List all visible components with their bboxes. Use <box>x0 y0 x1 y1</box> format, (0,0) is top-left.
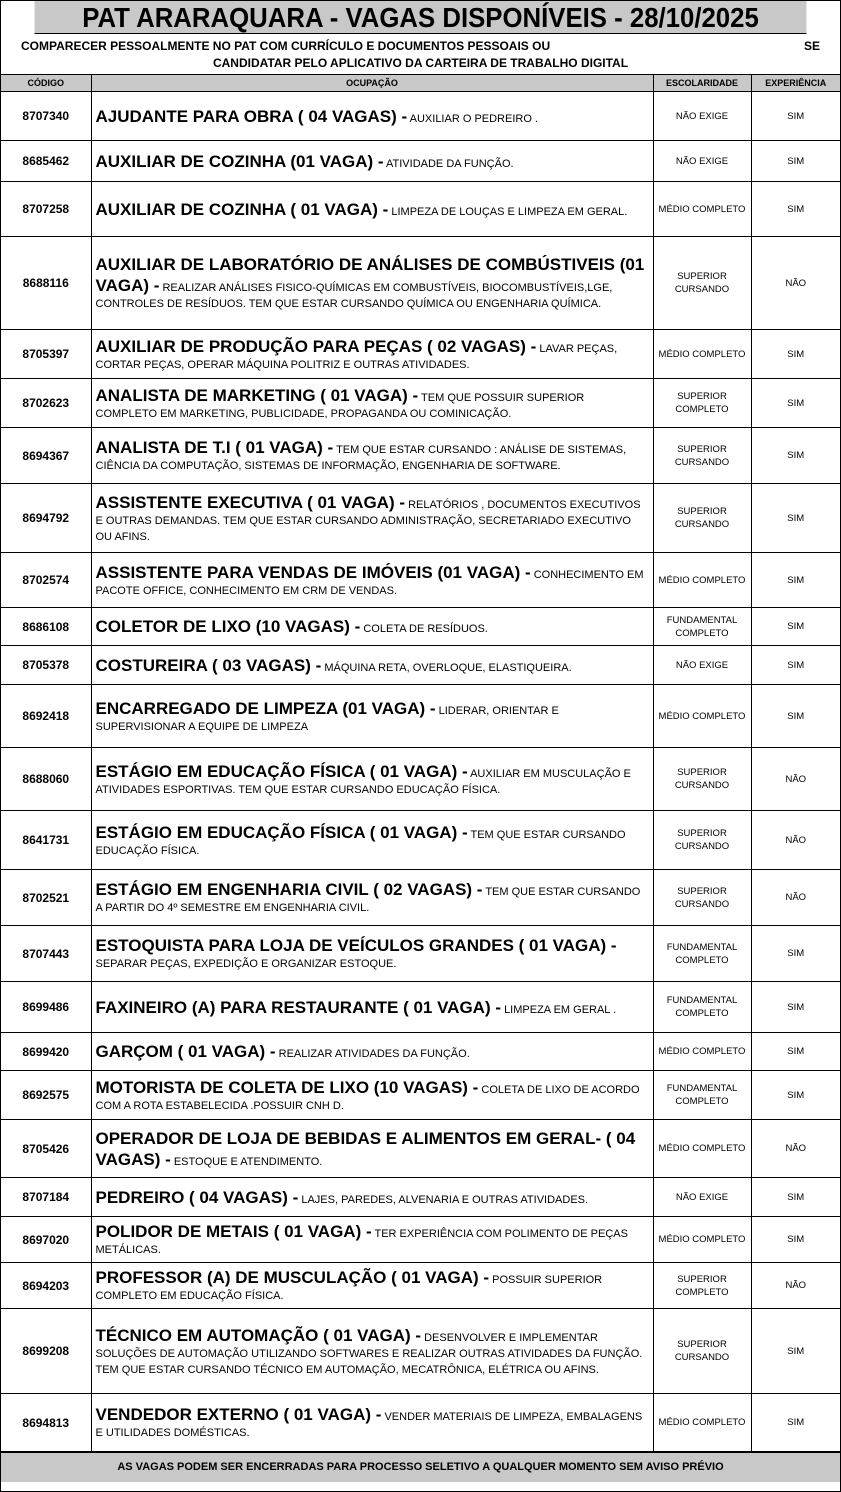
schooling: MÉDIO COMPLETO <box>653 182 751 237</box>
schooling: SUPERIOR CURSANDO <box>653 484 751 553</box>
table-row <box>1 926 840 982</box>
table-row <box>1 685 840 748</box>
table-row <box>1 553 840 608</box>
schooling: MÉDIO COMPLETO <box>653 1120 751 1178</box>
experience: SIM <box>751 1217 840 1263</box>
experience: SIM <box>751 1178 840 1217</box>
table-header-row <box>1 75 840 92</box>
job-code: 8707258 <box>1 182 91 237</box>
occupation-description: REALIZAR ATIVIDADES DA FUNÇÃO. <box>278 1048 470 1060</box>
occupation-title: COLETOR DE LIXO (10 VAGAS) - <box>95 617 361 636</box>
occupation-title: ESTÁGIO EM EDUCAÇÃO FÍSICA ( 01 VAGA) - <box>95 822 468 842</box>
experience: SIM <box>751 608 840 646</box>
occupation-cell <box>91 1309 653 1394</box>
occupation-cell <box>91 1263 653 1309</box>
experience: SIM <box>751 1394 840 1452</box>
occupation-description: AUXILIAR EM MUSCULAÇÃO E ATIVIDADES ESPORTIVAS. TEM QUE ESTAR CURSANDO EDUCAÇÃO FÍSICA. <box>95 767 631 796</box>
experience: SIM <box>751 646 840 685</box>
occupation-cell <box>91 685 653 748</box>
job-code: 8694367 <box>1 428 91 484</box>
job-code: 8686108 <box>1 608 91 646</box>
occupation-description: DESENVOLVER E IMPLEMENTAR SOLUÇÕES DE AUTOMAÇÃO UTILIZANDO SOFTWARES E REALIZAR OUTRAS ATIVIDADES DA FUNÇÃO. TEM QUE ESTAR CURSANDO TÉCNICO EM AUTOMAÇÃO, MECATRÔNICA, ELÉTRICA OU AFINS. <box>95 1331 643 1376</box>
occupation-cell <box>91 1033 653 1071</box>
occupation-title: MOTORISTA DE COLETA DE LIXO (10 VAGAS) - <box>95 1077 479 1097</box>
occupation-title: OPERADOR DE LOJA DE BEBIDAS E ALIMENTOS EM GERAL- ( 04 VAGAS) - <box>95 1128 636 1169</box>
experience: NÃO <box>751 1120 840 1178</box>
experience: SIM <box>751 1033 840 1071</box>
experience: NÃO <box>751 811 840 870</box>
job-code: 8685462 <box>1 141 91 182</box>
job-code: 8692575 <box>1 1071 91 1120</box>
footer-notice: AS VAGAS PODEM SER ENCERRADAS PARA PROCESSO SELETIVO A QUALQUER MOMENTO SEM AVISO PRÉVIO <box>1 1452 840 1482</box>
occupation-description: LAVAR PEÇAS, CORTAR PEÇAS, OPERAR MÁQUINA POLITRIZ E OUTRAS ATIVIDADES. <box>95 342 618 371</box>
occupation-cell <box>91 811 653 870</box>
instructions-se: SE <box>803 39 820 53</box>
table-row <box>1 484 840 553</box>
experience: SIM <box>751 1071 840 1120</box>
job-code: 8705397 <box>1 330 91 379</box>
occupation-description: MÁQUINA RETA, OVERLOQUE, ELASTIQUEIRA. <box>324 661 572 674</box>
occupation-title: AJUDANTE PARA OBRA ( 04 VAGAS) - <box>95 106 408 126</box>
job-code: 8707443 <box>1 926 91 982</box>
occupation-title: ASSISTENTE PARA VENDAS DE IMÓVEIS (01 VAGA) - <box>95 562 531 582</box>
table-row <box>1 1217 840 1263</box>
experience: SIM <box>751 553 840 608</box>
job-code: 8702521 <box>1 870 91 926</box>
schooling: NÃO EXIGE <box>653 646 751 685</box>
experience: SIM <box>751 428 840 484</box>
occupation-cell <box>91 92 653 141</box>
job-code: 8692418 <box>1 685 91 748</box>
occupation-title: POLIDOR DE METAIS ( 01 VAGA) - <box>95 1222 372 1241</box>
experience: NÃO <box>751 237 840 330</box>
experience: SIM <box>751 926 840 982</box>
schooling: FUNDAMENTAL COMPLETO <box>653 608 751 646</box>
page-title: PAT ARARAQUARA - VAGAS DISPONÍVEIS - 28/10/2025 <box>35 1 807 34</box>
schooling: SUPERIOR CURSANDO <box>653 811 751 870</box>
occupation-cell <box>91 428 653 484</box>
job-code: 8697020 <box>1 1217 91 1263</box>
header-experience: EXPERIÊNCIA <box>751 75 840 92</box>
occupation-title: AUXILIAR DE COZINHA (01 VAGA) - <box>95 151 384 171</box>
table-row <box>1 748 840 811</box>
experience: SIM <box>751 182 840 237</box>
schooling: SUPERIOR COMPLETO <box>653 379 751 428</box>
occupation-title: TÉCNICO EM AUTOMAÇÃO ( 01 VAGA) - <box>95 1325 422 1345</box>
table-row <box>1 428 840 484</box>
experience: SIM <box>751 685 840 748</box>
occupation-description: COLETA DE LIXO DE ACORDO COM A ROTA ESTABELECIDA .POSSUIR CNH D. <box>95 1083 640 1112</box>
occupation-cell <box>91 330 653 379</box>
table-row <box>1 1033 840 1071</box>
schooling: MÉDIO COMPLETO <box>653 1217 751 1263</box>
job-code: 8705378 <box>1 646 91 685</box>
job-code: 8688116 <box>1 237 91 330</box>
schooling: MÉDIO COMPLETO <box>653 685 751 748</box>
occupation-description: POSSUIR SUPERIOR COMPLETO EM EDUCAÇÃO FÍSICA. <box>95 1274 603 1302</box>
occupation-cell <box>91 926 653 982</box>
job-code: 8702623 <box>1 379 91 428</box>
table-row <box>1 379 840 428</box>
job-code: 8694203 <box>1 1263 91 1309</box>
schooling: SUPERIOR CURSANDO <box>653 428 751 484</box>
occupation-title: GARÇOM ( 01 VAGA) - <box>95 1042 276 1061</box>
job-code: 8702574 <box>1 553 91 608</box>
header-code: CÓDIGO <box>1 75 91 92</box>
job-code: 8641731 <box>1 811 91 870</box>
table-row <box>1 1071 840 1120</box>
occupation-title: ANALISTA DE T.I ( 01 VAGA) - <box>95 438 334 457</box>
occupation-title: ANALISTA DE MARKETING ( 01 VAGA) - <box>95 385 419 405</box>
job-code: 8688060 <box>1 748 91 811</box>
occupation-cell <box>91 1394 653 1452</box>
occupation-description: TEM QUE ESTAR CURSANDO EDUCAÇÃO FÍSICA. <box>95 828 626 857</box>
occupation-title: AUXILIAR DE LABORATÓRIO DE ANÁLISES DE COMBÚSTIVEIS (01 VAGA) - <box>95 255 645 295</box>
experience: SIM <box>751 1309 840 1394</box>
occupation-description: VENDER MATERIAIS DE LIMPEZA, EMBALAGENS E UTILIDADES DOMÉSTICAS. <box>95 1411 643 1439</box>
job-code: 8694813 <box>1 1394 91 1452</box>
table-row <box>1 330 840 379</box>
occupation-title: AUXILIAR DE PRODUÇÃO PARA PEÇAS ( 02 VAGAS) - <box>95 336 537 356</box>
occupation-cell <box>91 982 653 1033</box>
job-code: 8707340 <box>1 92 91 141</box>
occupation-title: ASSISTENTE EXECUTIVA ( 01 VAGA) - <box>95 492 406 512</box>
schooling: SUPERIOR CURSANDO <box>653 1309 751 1394</box>
schooling: SUPERIOR CURSANDO <box>653 870 751 926</box>
table-row <box>1 1263 840 1309</box>
occupation-title: COSTUREIRA ( 03 VAGAS) - <box>95 655 322 675</box>
table-row <box>1 1309 840 1394</box>
occupation-cell <box>91 608 653 646</box>
table-row <box>1 182 840 237</box>
schooling: SUPERIOR COMPLETO <box>653 1263 751 1309</box>
experience: SIM <box>751 982 840 1033</box>
schooling: MÉDIO COMPLETO <box>653 1394 751 1452</box>
occupation-title: AUXILIAR DE COZINHA ( 01 VAGA) - <box>95 199 389 219</box>
table-row <box>1 1120 840 1178</box>
schooling: FUNDAMENTAL COMPLETO <box>653 982 751 1033</box>
occupation-description: COLETA DE RESÍDUOS. <box>363 623 488 635</box>
job-code: 8705426 <box>1 1120 91 1178</box>
schooling: MÉDIO COMPLETO <box>653 330 751 379</box>
table-row <box>1 608 840 646</box>
occupation-description: AUXILIAR O PEDREIRO . <box>409 112 539 125</box>
occupation-title: FAXINEIRO (A) PARA RESTAURANTE ( 01 VAGA) - <box>95 997 501 1017</box>
occupation-description: SEPARAR PEÇAS, EXPEDIÇÃO E ORGANIZAR ESTOQUE. <box>95 958 397 970</box>
job-code: 8694792 <box>1 484 91 553</box>
occupation-title: ESTÁGIO EM ENGENHARIA CIVIL ( 02 VAGAS) - <box>95 880 483 899</box>
schooling: NÃO EXIGE <box>653 1178 751 1217</box>
occupation-cell <box>91 379 653 428</box>
occupation-description: LIMPEZA EM GERAL . <box>504 1003 617 1016</box>
occupation-description: LIMPEZA DE LOUÇAS E LIMPEZA EM GERAL. <box>391 205 628 218</box>
table-row <box>1 92 840 141</box>
occupation-cell <box>91 1217 653 1263</box>
occupation-title: PROFESSOR (A) DE MUSCULAÇÃO ( 01 VAGA) - <box>95 1268 490 1287</box>
occupation-cell <box>91 484 653 553</box>
occupation-description: TEM QUE ESTAR CURSANDO : ANÁLISE DE SISTEMAS, CIÊNCIA DA COMPUTAÇÃO, SISTEMAS DE INFORMAÇÃO, ENGENHARIA DE SOFTWARE. <box>95 444 627 472</box>
header-occupation: OCUPAÇÃO <box>91 75 653 92</box>
experience: SIM <box>751 141 840 182</box>
experience: SIM <box>751 484 840 553</box>
occupation-title: PEDREIRO ( 04 VAGAS) - <box>95 1187 299 1207</box>
job-code: 8699208 <box>1 1309 91 1394</box>
job-code: 8707184 <box>1 1178 91 1217</box>
table-row <box>1 1394 840 1452</box>
occupation-cell <box>91 1178 653 1217</box>
occupation-title: ESTÁGIO EM EDUCAÇÃO FÍSICA ( 01 VAGA) - <box>95 761 468 781</box>
occupation-cell <box>91 237 653 330</box>
job-code: 8699420 <box>1 1033 91 1071</box>
table-row <box>1 982 840 1033</box>
occupation-description: RELATÓRIOS , DOCUMENTOS EXECUTIVOS E OUTRAS DEMANDAS. TEM QUE ESTAR CURSANDO ADMINISTRAÇÃO, SECRETARIADO EXECUTIVO OU AFINS. <box>95 498 641 543</box>
occupation-cell <box>91 870 653 926</box>
occupation-description: TEM QUE POSSUIR SUPERIOR COMPLETO EM MARKETING, PUBLICIDADE, PROPAGANDA OU COMINICAÇÃO. <box>95 391 585 420</box>
experience: SIM <box>751 379 840 428</box>
schooling: MÉDIO COMPLETO <box>653 553 751 608</box>
occupation-cell <box>91 141 653 182</box>
experience: NÃO <box>751 1263 840 1309</box>
schooling: SUPERIOR CURSANDO <box>653 748 751 811</box>
job-code: 8699486 <box>1 982 91 1033</box>
table-body <box>1 92 840 1452</box>
schooling: NÃO EXIGE <box>653 92 751 141</box>
occupation-cell <box>91 748 653 811</box>
occupation-description: ESTOQUE E ATENDIMENTO. <box>173 1155 323 1168</box>
table-row <box>1 646 840 685</box>
occupation-title: VENDEDOR EXTERNO ( 01 VAGA) - <box>95 1405 382 1424</box>
table-row <box>1 237 840 330</box>
experience: SIM <box>751 330 840 379</box>
occupation-cell <box>91 646 653 685</box>
experience: SIM <box>751 92 840 141</box>
occupation-description: CONHECIMENTO EM PACOTE OFFICE, CONHECIMENTO EM CRM DE VENDAS. <box>95 568 644 597</box>
occupation-description: LIDERAR, ORIENTAR E SUPERVISIONAR A EQUIPE DE LIMPEZA <box>95 704 559 733</box>
instructions-line-1: COMPARECER PESSOALMENTE NO PAT COM CURRÍCULO E DOCUMENTOS PESSOAIS OU <box>21 39 551 53</box>
experience: NÃO <box>751 748 840 811</box>
table-row <box>1 1178 840 1217</box>
occupation-description: TEM QUE ESTAR CURSANDO A PARTIR DO 4º SEMESTRE EM ENGENHARIA CIVIL. <box>95 886 641 914</box>
occupation-description: REALIZAR ANÁLISES FISICO-QUÍMICAS EM COMBUSTÍVEIS, BIOCOMBUSTÍVEIS,LGE, CONTROLES DE RESÍDUOS. TEM QUE ESTAR CURSANDO QUÍMICA OU ENGENHARIA QUÍMICA. <box>95 282 613 310</box>
table-row <box>1 870 840 926</box>
table-row <box>1 811 840 870</box>
instructions-line-2: CANDIDATAR PELO APLICATIVO DA CARTEIRA DE TRABALHO DIGITAL <box>212 56 629 70</box>
instructions <box>1 34 840 75</box>
occupation-description: TER EXPERIÊNCIA COM POLIMENTO DE PEÇAS METÁLICAS. <box>95 1228 628 1256</box>
occupation-cell <box>91 1120 653 1178</box>
occupation-cell <box>91 553 653 608</box>
schooling: NÃO EXIGE <box>653 141 751 182</box>
schooling: FUNDAMENTAL COMPLETO <box>653 1071 751 1120</box>
vacancies-table <box>1 75 840 1452</box>
occupation-title: ESTOQUISTA PARA LOJA DE VEÍCULOS GRANDES ( 01 VAGA) - <box>95 936 617 955</box>
header-schooling: ESCOLARIDADE <box>653 75 751 92</box>
schooling: SUPERIOR CURSANDO <box>653 237 751 330</box>
experience: NÃO <box>751 870 840 926</box>
schooling: MÉDIO COMPLETO <box>653 1033 751 1071</box>
occupation-description: LAJES, PAREDES, ALVENARIA E OUTRAS ATIVIDADES. <box>301 1193 589 1206</box>
occupation-description: ATIVIDADE DA FUNÇÃO. <box>386 157 514 170</box>
schooling: FUNDAMENTAL COMPLETO <box>653 926 751 982</box>
occupation-title: ENCARREGADO DE LIMPEZA (01 VAGA) - <box>95 698 436 718</box>
table-row <box>1 141 840 182</box>
occupation-cell <box>91 1071 653 1120</box>
occupation-cell <box>91 182 653 237</box>
